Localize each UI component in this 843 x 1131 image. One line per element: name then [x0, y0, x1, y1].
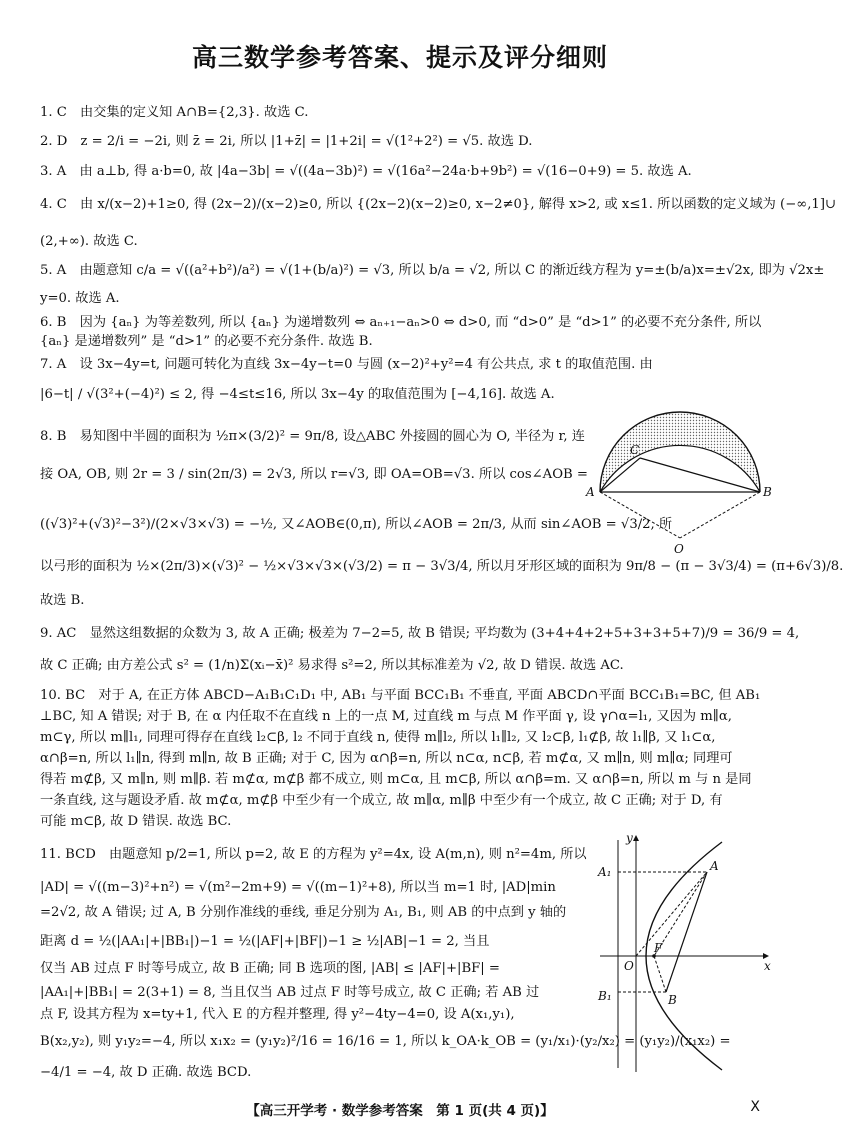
answer-line: 7. A 设 3x−4y=t, 问题可转化为直线 3x−4y−t=0 与圆 (x−2)²+y²=4 有公共点, 求 t 的取值范围. 由	[40, 357, 653, 372]
label-o: O	[624, 959, 634, 973]
radius-ob	[680, 492, 760, 538]
answer-line: 8. B 易知图中半圆的面积为 ½π×(3/2)² = 9π/8, 设△ABC 外接圆的圆心为 O, 半径为 r, 连	[40, 429, 585, 444]
page-title: 高三数学参考答案、提示及评分细则	[191, 43, 608, 72]
label-b: B	[763, 485, 772, 499]
answer-line: α∩β=n, 所以 l₁∥n, 得到 m∥n, 故 B 正确; 对于 C, 因为 α∩β=n, 所以 n⊂α, n⊂β, 若 m⊄α, 又 m∥n, 则 m∥α; 同理可	[40, 751, 733, 766]
answer-line: |6−t| / √(3²+(−4)²) ≤ 2, 得 −4≤t≤16, 所以 3x−4y 的取值范围为 [−4,16]. 故选 A.	[40, 387, 555, 402]
answer-line: 3. A 由 a⊥b, 得 a·b=0, 故 |4a−3b| = √((4a−3b)²) = √(16a²−24a·b+9b²) = √(16−0+9) = 5. 故选 A.	[40, 164, 692, 179]
answer-line: |AA₁|+|BB₁| = 2(3+1) = 8, 当且仅当 AB 过点 F 时等号成立, 故 C 正确; 若 AB 过	[40, 985, 540, 1000]
answer-line: 接 OA, OB, 则 2r = 3 / sin(2π/3) = 2√3, 所以 r=√3, 即 OA=OB=√3. 所以 cos∠AOB =	[40, 467, 588, 482]
answer-line: y=0. 故选 A.	[40, 291, 120, 306]
answer-line: (2,+∞). 故选 C.	[40, 234, 138, 249]
answer-line: 1. C 由交集的定义知 A∩B={2,3}. 故选 C.	[40, 105, 309, 120]
answer-line: 5. A 由题意知 c/a = √((a²+b²)/a²) = √(1+(b/a)²) = √3, 所以 b/a = √2, 所以 C 的渐近线方程为 y=±(b/a)x=±√2x, 即为 √2x±	[40, 263, 825, 278]
answer-line: 距离 d = ½(|AA₁|+|BB₁|)−1 = ½(|AF|+|BF|)−1 ≥ ½|AB|−1 = 2, 当且	[40, 934, 490, 949]
label-a: A	[710, 859, 719, 873]
answer-line: ((√3)²+(√3)²−3²)/(2×√3×√3) = −½, 又∠AOB∈(0,π), 所以∠AOB = 2π/3, 从而 sin∠AOB = √3/2, 所	[40, 517, 673, 532]
crescent-figure	[584, 398, 774, 558]
label-o: O	[674, 542, 684, 556]
answer-line: 得若 m⊄β, 又 m∥n, 则 m∥β. 若 m⊄α, m⊄β 都不成立, 则 m⊂α, 且 m⊂β, 所以 α∩β=m. 又 α∩β=n, 所以 m 与 n 是同	[40, 772, 752, 787]
answer-line: {aₙ} 是递增数列” 是 “d>1” 的必要不充分条件. 故选 B.	[40, 334, 373, 349]
label-a: A	[586, 485, 595, 499]
label-b: B	[668, 993, 677, 1007]
label-x: x	[764, 959, 771, 973]
answer-line: 点 F, 设其方程为 x=ty+1, 代入 E 的方程并整理, 得 y²−4ty−4=0, 设 A(x₁,y₁),	[40, 1007, 515, 1022]
label-c: C	[630, 443, 640, 457]
label-y: y	[626, 831, 633, 845]
answer-line: 4. C 由 x/(x−2)+1≥0, 得 (2x−2)/(x−2)≥0, 所以 {(2x−2)(x−2)≥0, x−2≠0}, 解得 x>2, 或 x≤1. 所以函数的定义域为 (−∞,1]∪	[40, 197, 837, 212]
answer-line: B(x₂,y₂), 则 y₁y₂=−4, 所以 x₁x₂ = (y₁y₂)²/16 = 16/16 = 1, 所以 k_OA·k_OB = (y₁/x₁)·(y₂/x₂) = (y₁y₂)/(x₁x₂) =	[40, 1034, 731, 1049]
page-footer: 【高三开学考 · 数学参考答案 第 1 页(共 4 页)】	[246, 1103, 554, 1119]
answer-line: 以弓形的面积为 ½×(2π/3)×(√3)² − ½×√3×√3×(√3/2) = π − 3√3/4, 所以月牙形区域的面积为 9π/8 − (π − 3√3/4) = (π+6√3)/8.	[40, 559, 843, 574]
answer-line: 11. BCD 由题意知 p/2=1, 所以 p=2, 故 E 的方程为 y²=4x, 设 A(m,n), 则 n²=4m, 所以	[40, 847, 587, 862]
answer-line: 故选 B.	[40, 593, 85, 608]
answer-line: −4/1 = −4, 故 D 正确. 故选 BCD.	[40, 1065, 252, 1080]
answer-line: m⊂γ, 所以 m∥l₁, 同理可得存在直线 l₂⊂β, l₂ 不同于直线 n, 使得 m∥l₂, 所以 l₁∥l₂, 又 l₂⊂β, l₁⊄β, 故 l₁∥β, 又 l₁⊂α,	[40, 730, 716, 745]
answer-line: 10. BC 对于 A, 在正方体 ABCD−A₁B₁C₁D₁ 中, AB₁ 与平面 BCC₁B₁ 不垂直, 平面 ABCD∩平面 BCC₁B₁=BC, 但 AB₁	[40, 688, 761, 703]
answer-line: 可能 m⊂β, 故 D 错误. 故选 BC.	[40, 814, 232, 829]
answer-line: ⊥BC, 知 A 错误; 对于 B, 在 α 内任取不在直线 n 上的一点 M, 过直线 m 与点 M 作平面 γ, 设 γ∩α=l₁, 又因为 m∥α,	[40, 709, 732, 724]
answer-line: 2. D z = 2/i = −2i, 则 z̄ = 2i, 所以 |1+z̄| = |1+2i| = √(1²+2²) = √5. 故选 D.	[40, 134, 533, 149]
label-b1: B₁	[598, 989, 612, 1003]
radius-oa	[600, 492, 680, 538]
label-a1: A₁	[598, 865, 612, 879]
segment-fb	[654, 956, 666, 992]
answer-line: =2√2, 故 A 错误; 过 A, B 分别作准线的垂线, 垂足分别为 A₁, B₁, 则 AB 的中点到 y 轴的	[40, 905, 567, 920]
answer-line: 仅当 AB 过点 F 时等号成立, 故 B 正确; 同 B 选项的图, |AB| ≤ |AF|+|BF| =	[40, 961, 500, 976]
segment-oa	[636, 872, 707, 956]
answer-line: 故 C 正确; 由方差公式 s² = (1/n)Σ(xᵢ−x̄)² 易求得 s²=2, 所以其标准差为 √2, 故 D 错误. 故选 AC.	[40, 658, 624, 673]
crescent-region	[600, 412, 760, 492]
answer-line: 一条直线, 这与题设矛盾. 故 m⊄α, m⊄β 中至少有一个成立, 故 m∥α, m∥β 中至少有一个成立, 故 C 正确; 对于 D, 有	[40, 793, 723, 808]
parabola-figure	[596, 828, 776, 1076]
answer-line: 9. AC 显然这组数据的众数为 3, 故 A 正确; 极差为 7−2=5, 故 B 错误; 平均数为 (3+4+4+2+5+3+3+5+7)/9 = 36/9 = 4,	[40, 626, 800, 641]
answer-line: 6. B 因为 {aₙ} 为等差数列, 所以 {aₙ} 为递增数列 ⇔ aₙ₊₁−aₙ>0 ⇔ d>0, 而 “d>0” 是 “d>1” 的必要不充分条件, 所以	[40, 315, 762, 330]
label-f: F	[654, 941, 663, 955]
answer-line: |AD| = √((m−3)²+n²) = √(m²−2m+9) = √((m−1)²+8), 所以当 m=1 时, |AD|min	[40, 880, 556, 895]
corner-mark: X	[750, 1099, 760, 1115]
